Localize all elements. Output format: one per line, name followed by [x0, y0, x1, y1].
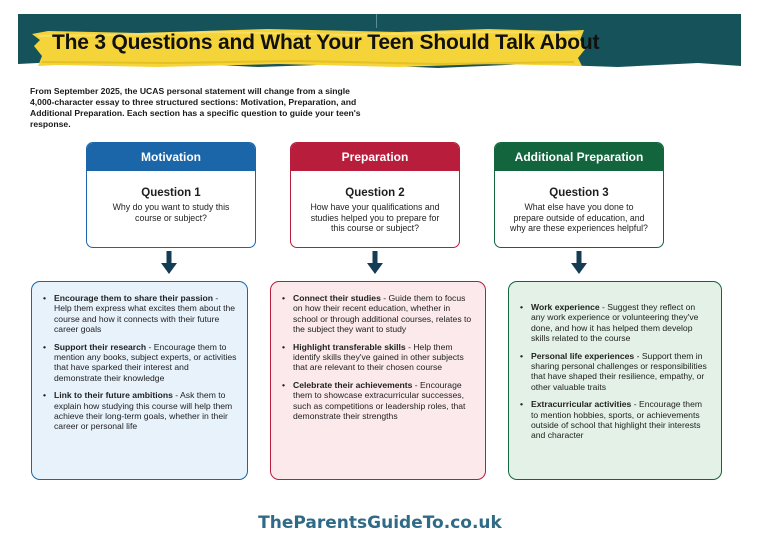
- tip-item: [281, 342, 475, 373]
- card-header: Additional Preparation: [495, 143, 663, 171]
- tip-text: - Suggest they reflect on any work experience or volunteering they've done, and how it has helped them develop skills related to the course: [531, 302, 699, 344]
- question-card-motivation: [86, 142, 256, 248]
- tip-title: Connect their studies: [293, 293, 381, 303]
- tip-title: Highlight transferable skills: [293, 341, 406, 352]
- tip-item: [281, 380, 475, 422]
- question-text: What else have you done to prepare outside of education, and why are these experiences helpful?: [510, 202, 648, 233]
- page-title: The 3 Questions and What Your Teen Should Talk About: [52, 31, 600, 54]
- arrow-down-icon: [367, 251, 383, 275]
- question-card-preparation: [290, 142, 460, 248]
- tip-text: - Encourage them to mention hobbies, sports, or achievements outside of school that highlight their interests and character: [531, 399, 703, 441]
- tips-box-preparation: [270, 281, 486, 480]
- tip-title: Celebrate their achievements: [293, 379, 413, 390]
- tip-text: - Encourage them to showcase extracurricular successes, such as competitions or leadership roles, that demonstrate their strengths: [293, 379, 466, 422]
- tip-title: Extracurricular activities: [531, 399, 632, 410]
- tip-item: [42, 342, 237, 384]
- tip-title: Support their research: [54, 341, 147, 352]
- tip-title: Work experience: [531, 302, 600, 312]
- tips-box-additional-preparation: [508, 281, 722, 480]
- card-header: Motivation: [87, 143, 255, 171]
- tip-item: [42, 293, 237, 335]
- tip-item: [519, 399, 711, 441]
- tip-text: - Support them in sharing personal challenges or responsibilities that have shaped their resilience, empathy, or other valuable traits: [531, 350, 707, 392]
- tip-item: [42, 390, 237, 432]
- tip-text: - Ask them to explain how studying this course will help them achieve their long-term goals, whether in their career or personal life: [54, 390, 233, 432]
- question-card-additional-preparation: [494, 142, 664, 248]
- question-number: Question 1: [141, 187, 201, 199]
- card-header: Preparation: [291, 143, 459, 171]
- question-number: Question 2: [345, 187, 405, 199]
- question-text: How have your qualifications and studies helped you to prepare for this course or subject?: [310, 202, 440, 233]
- site-url: TheParentsGuideTo.co.uk: [258, 513, 502, 533]
- tip-title: Link to their future ambitions: [54, 390, 173, 401]
- intro-text: From September 2025, the UCAS personal statement will change from a single 4,000-character essay to three structured sections: Motivation, Preparation, and Additional Preparation. Each section has a specific question to guide your teen's response.: [30, 86, 361, 129]
- arrow-down-icon: [161, 251, 177, 275]
- tip-text: - Help them express what excites them about the course and how it connects with their future career goals: [54, 293, 236, 335]
- arrow-down-icon: [571, 251, 587, 275]
- tip-item: [519, 302, 711, 344]
- tips-box-motivation: [31, 281, 248, 480]
- question-number: Question 3: [549, 187, 609, 199]
- title-banner: [18, 14, 741, 72]
- tip-title: Personal life experiences: [531, 350, 635, 361]
- tip-item: [519, 351, 711, 393]
- tip-text: - Guide them to focus on how their recent education, whether in school or through additional courses, relates to the subject they want to study: [293, 293, 472, 335]
- question-text: Why do you want to study this course or subject?: [112, 202, 230, 223]
- tip-title: Encourage them to share their passion: [54, 293, 214, 303]
- tip-text: - Encourage them to mention any books, subject experts, or activities that have sparked their interest and demonstrate their knowledge: [54, 341, 237, 383]
- tip-text: - Help them identify skills they've gained in other subjects that are relevant to their chosen course: [293, 341, 464, 373]
- tip-item: [281, 293, 475, 335]
